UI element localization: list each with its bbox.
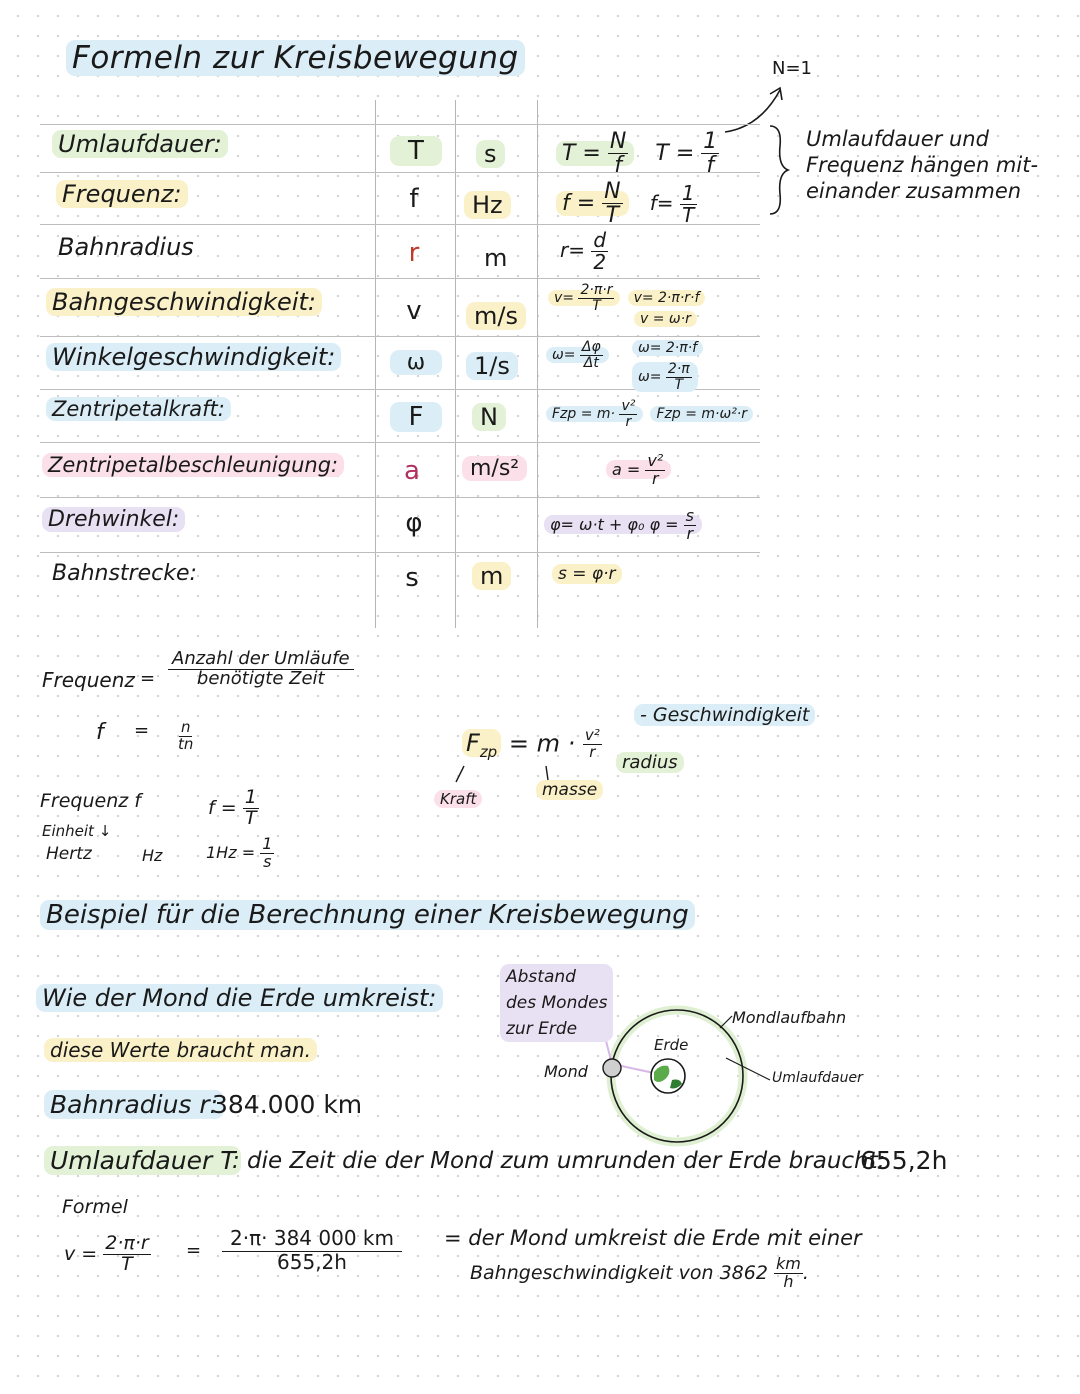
hz-formula-den: s <box>263 851 272 871</box>
v-lhs: v = <box>64 1242 98 1265</box>
force-kraft-label: Kraft <box>434 790 482 808</box>
result-unit-num: km <box>775 1254 801 1273</box>
f-formula-den: T <box>244 806 257 829</box>
row-label-zentripetalkraft: Zentripetalkraft: <box>46 397 231 421</box>
row-unit: m <box>484 244 508 272</box>
f-denominator: tn <box>178 734 194 753</box>
calc-fraction <box>222 1228 402 1273</box>
force-pointer-lines <box>450 760 590 786</box>
period-label: Umlaufdauer T <box>44 1146 241 1175</box>
row-formula: v= $\frac{2\cdot\pi\cdot r}{T}$ v= 2·π·r·f v = ω·r <box>548 283 705 313</box>
hz-formula-num: 1 <box>262 834 273 853</box>
row-symbol: a <box>404 456 420 486</box>
row-unit: m <box>472 562 511 590</box>
diagram-mond: Mond <box>544 1062 588 1081</box>
table-rule <box>40 497 760 498</box>
table-rule <box>40 442 760 443</box>
row-formula: T = $\frac{N}{f}$ T = $\frac{1}{f}$ <box>556 130 756 177</box>
force-formula <box>462 728 602 761</box>
force-radius-label: radius <box>616 752 684 773</box>
row-formula: f = $\frac{N}{T}$ f= $\frac{1}{T}$ <box>556 180 756 227</box>
row-label-bahnradius: Bahnradius <box>58 233 194 261</box>
calc-num: 2·π· 384 000 km <box>222 1228 402 1252</box>
f-fraction <box>176 720 195 753</box>
row-unit: m/s² <box>462 456 527 481</box>
example-subheading: Wie der Mond die Erde umkreist: <box>36 984 443 1012</box>
row-label-zentripetalbeschleunigung: Zentripetalbeschleunigung: <box>42 453 344 477</box>
hz-label: Hz <box>142 846 163 865</box>
frequency-definition <box>168 650 354 689</box>
side-note-line: einander zusammen <box>806 179 1022 203</box>
row-formula: s = φ·r <box>552 564 622 584</box>
row-symbol: r <box>408 238 420 268</box>
abstand-line: Abstand <box>506 967 576 987</box>
v-formula <box>64 1234 151 1275</box>
row-symbol: F <box>390 402 442 432</box>
row-formula: φ= ω·t + φ₀ φ = $\frac{s}{r}$ <box>544 508 702 543</box>
force-v2: v² <box>584 726 600 744</box>
table-divider <box>537 100 538 628</box>
frequency-label: Frequenz <box>42 668 135 692</box>
frequency-eq: = <box>140 668 156 689</box>
table-divider <box>455 100 456 628</box>
force-r: r <box>589 742 596 761</box>
force-eq: = m · <box>508 729 576 758</box>
row-unit: Hz <box>464 191 511 219</box>
f-formula-num: 1 <box>244 786 257 808</box>
row-formula: Fzp = m· $\frac{\text{v²}}{r}$ Fzp = m·ω²·r <box>546 399 753 429</box>
f-eq: = <box>134 720 150 741</box>
period-value: 655,2h <box>860 1146 948 1175</box>
row-label-bahngeschwindigkeit: Bahngeschwindigkeit: <box>46 288 322 316</box>
hz-formula-lhs: 1Hz = <box>206 842 256 862</box>
row-formula: ω= $\frac{\Delta\varphi}{\Delta t}$ ω= 2·π·f ω= $\frac{2\cdot\pi}{T}$ <box>546 340 609 370</box>
row-label-drehwinkel: Drehwinkel: <box>42 507 185 532</box>
table-rule <box>40 336 760 337</box>
table-rule <box>40 552 760 553</box>
result-text-2-main: Bahngeschwindigkeit von 3862 <box>470 1261 768 1284</box>
table-rule <box>40 278 760 279</box>
side-note-line: Frequenz hängen mit- <box>806 153 1039 177</box>
row-symbol: f <box>409 184 419 214</box>
diagram-mondlaufbahn: Mondlaufbahn <box>732 1008 847 1027</box>
table-divider <box>375 100 376 628</box>
formel-label: Formel <box>62 1196 128 1218</box>
radius-label: Bahnradius r: <box>44 1090 224 1119</box>
frequency-denominator: benötigte Zeit <box>196 667 325 689</box>
row-symbol: φ <box>405 508 423 538</box>
v-den: T <box>121 1252 133 1275</box>
table-rule <box>40 124 760 125</box>
row-symbol: ω <box>390 350 442 375</box>
row-label-bahnstrecke: Bahnstrecke: <box>52 561 197 586</box>
einheit-label: Einheit ↓ <box>42 822 112 840</box>
brace-icon <box>764 122 792 218</box>
f-numerator: n <box>180 718 191 736</box>
f-formula-lhs: f = <box>208 796 237 819</box>
hz-formula <box>206 836 274 871</box>
row-symbol: v <box>406 296 422 326</box>
f-formula <box>208 788 259 829</box>
example-needed: diese Werte braucht man. <box>44 1038 317 1062</box>
side-note-line: Umlaufdauer und <box>806 127 989 151</box>
abstand-line: des Mondes <box>506 993 608 1013</box>
result-unit-den: h <box>783 1271 794 1291</box>
period-text: : die Zeit die der Mond zum umrunden der Erde braucht: <box>232 1148 886 1174</box>
result-end: . <box>802 1261 809 1284</box>
force-geschw-label: - Geschwindigkeit <box>634 704 815 726</box>
diagram-erde: Erde <box>654 1036 689 1054</box>
row-unit: 1/s <box>466 352 518 380</box>
force-subscript: zp <box>479 743 498 762</box>
row-label-umlaufdauer: Umlaufdauer: <box>52 130 228 158</box>
row-symbol: s <box>405 563 419 593</box>
row-unit: m/s <box>466 302 526 330</box>
row-formula: r= $\frac{d}{2}$ <box>560 228 607 274</box>
frequency-numerator: Anzahl der Umläufe <box>168 650 354 670</box>
abstand-line: zur Erde <box>506 1019 578 1039</box>
f-variable: f <box>96 720 104 745</box>
example-heading: Beispiel für die Berechnung einer Kreisbewegung <box>40 900 695 930</box>
top-note: N=1 <box>772 58 812 79</box>
row-unit: N <box>472 403 506 431</box>
hertz-label: Hertz <box>46 844 92 864</box>
calc-eq: = <box>186 1240 202 1261</box>
v-num: 2·π·r <box>105 1232 149 1254</box>
row-formula: a = $\frac{\text{v²}}{r}$ <box>606 453 671 488</box>
row-unit: s <box>476 140 505 168</box>
force-masse-label: masse <box>536 780 603 800</box>
force-symbol: F <box>466 729 480 758</box>
frequency-unit-label: Frequenz f <box>40 790 141 812</box>
row-label-winkelgeschwindigkeit: Winkelgeschwindigkeit: <box>46 343 341 371</box>
calc-den: 655,2h <box>277 1250 347 1274</box>
page-title: Formeln zur Kreisbewegung <box>66 40 525 76</box>
side-note <box>806 126 1038 204</box>
diagram-abstand <box>500 964 613 1042</box>
row-symbol: T <box>390 136 442 166</box>
row-label-frequenz: Frequenz: <box>56 180 188 208</box>
radius-value: 384.000 km <box>212 1090 363 1119</box>
result-text-1: = der Mond umkreist die Erde mit einer <box>444 1226 862 1250</box>
result-text-2 <box>470 1256 809 1291</box>
diagram-umlaufdauer: Umlaufdauer <box>772 1070 863 1086</box>
